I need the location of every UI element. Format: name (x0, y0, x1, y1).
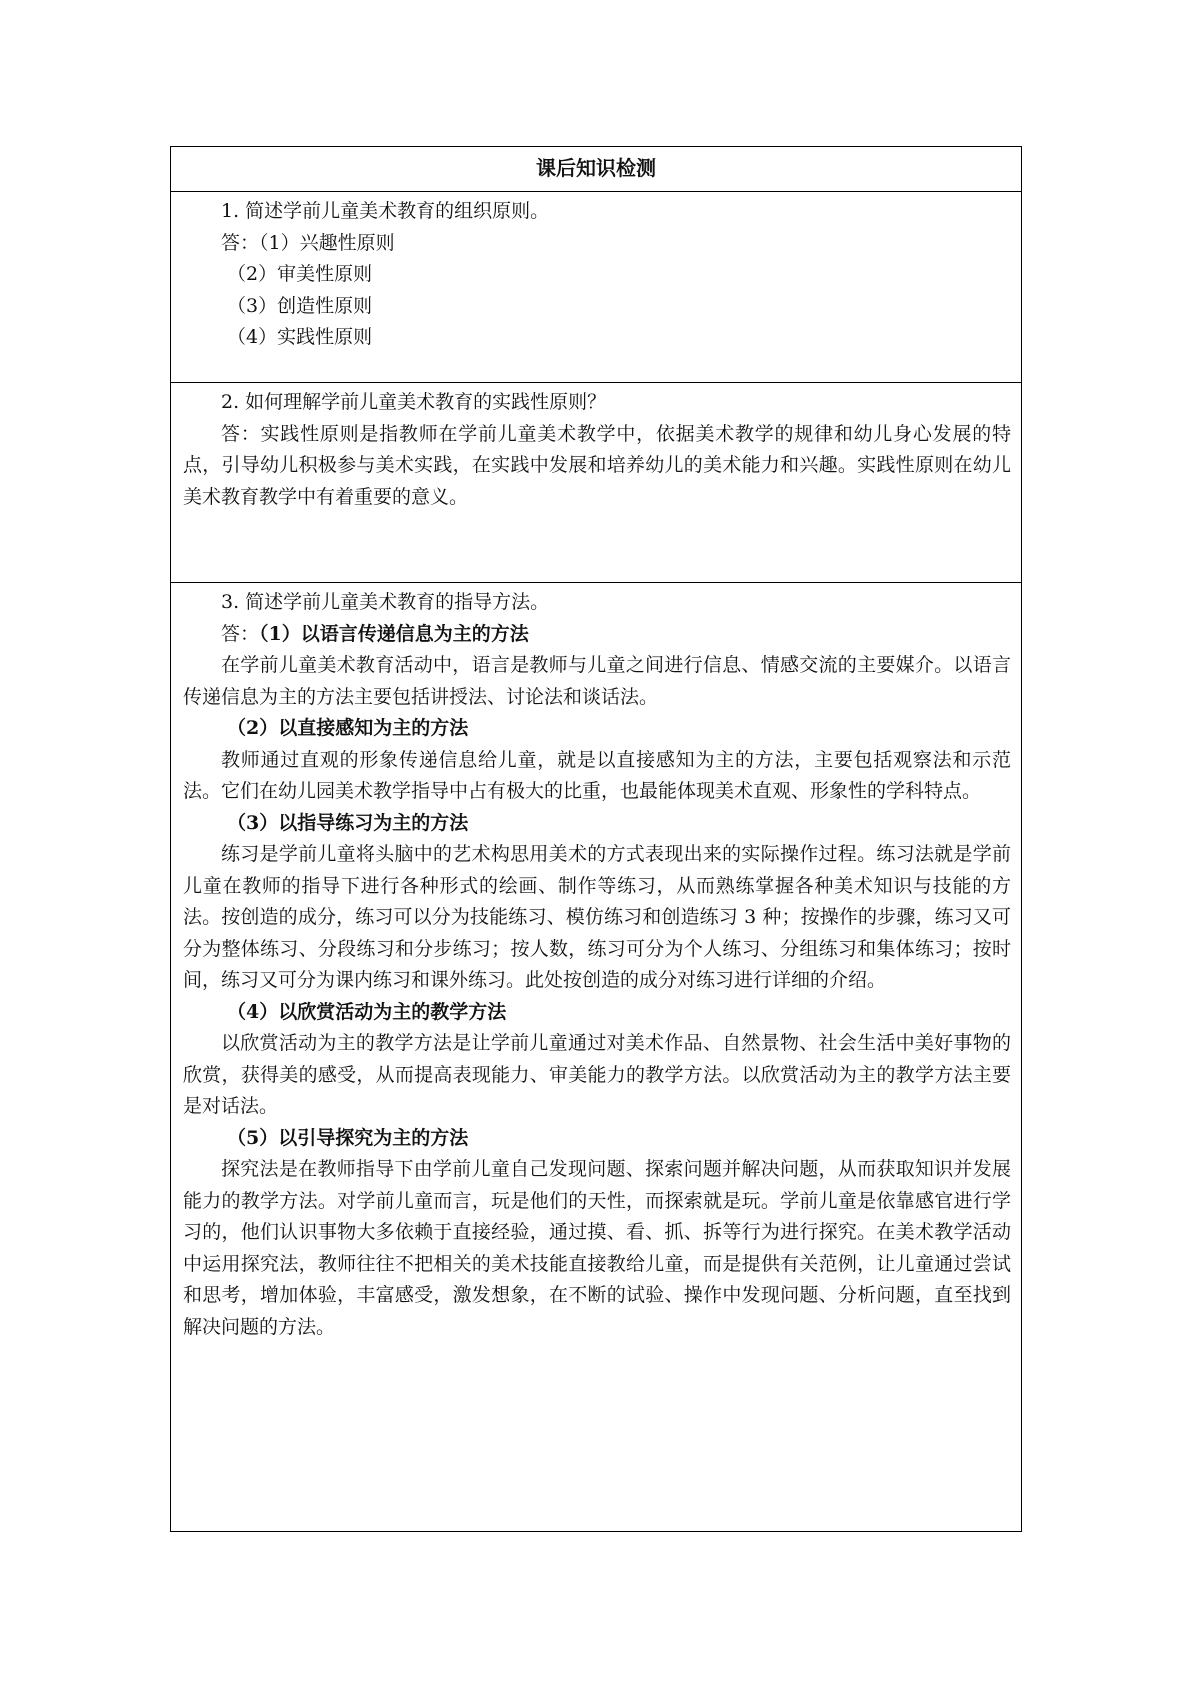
question-3-text: 3. 简述学前儿童美术教育的指导方法。 (221, 591, 550, 613)
table-title: 课后知识检测 (536, 156, 656, 180)
section-heading: （4）以欣赏活动为主的教学方法 (227, 1000, 507, 1023)
section-body: 在学前儿童美术教育活动中，语言是教师与儿童之间进行信息、情感交流的主要媒介。以语言传递信息为主的方法主要包括讲授法、讨论法和谈话法。 (183, 654, 1011, 708)
answer-item: （3）创造性原则 (227, 294, 373, 317)
question-1-answer-line (183, 228, 1011, 260)
section-1-heading-line (183, 619, 1011, 651)
section-body: 探究法是在教师指导下由学前儿童自己发现问题、探索问题并解决问题，从而获取知识并发展能力的教学方法。对学前儿童而言，玩是他们的天性，而探索就是玩。学前儿童是依靠感官进行学习的，他们认识事物大多依赖于直接经验，通过摸、看、抓、拆等行为进行探究。在美术教学活动中运用探究法，教师往往不把相关的美术技能直接教给儿童，而是提供有关范例，让儿童通过尝试和思考，增加体验，丰富感受，激发想象，在不断的试验、操作中发现问题、分析问题，直至找到解决问题的方法。 (183, 1158, 1011, 1338)
knowledge-check-table (170, 146, 1022, 1532)
answer-item: （1）兴趣性原则 (259, 231, 395, 254)
question-3-cell (171, 582, 1021, 1531)
question-2-text: 2. 如何理解学前儿童美术教育的实践性原则？ (221, 391, 607, 413)
question-1-text: 1. 简述学前儿童美术教育的组织原则。 (221, 200, 550, 222)
question-2-answer: 答：实践性原则是指教师在学前儿童美术教学中，依据美术教学的规律和幼儿身心发展的特点，引导幼儿积极参与美术实践，在实践中发展和培养幼儿的美术能力和兴趣。实践性原则在幼儿美术教育教学中有着重要的意义。 (183, 422, 1011, 508)
section-heading: （5）以引导探究为主的方法 (227, 1126, 469, 1149)
section-body: 以欣赏活动为主的教学方法是让学前儿童通过对美术作品、自然景物、社会生活中美好事物的欣赏，获得美的感受，从而提高表现能力、审美能力的教学方法。以欣赏活动为主的教学方法主要是对话法。 (183, 1032, 1011, 1117)
answer-prefix: 答： (221, 622, 260, 645)
answer-item: （4）实践性原则 (227, 326, 373, 348)
section-heading: （1）以语言传递信息为主的方法 (259, 622, 529, 645)
question-1-cell (171, 191, 1021, 382)
answer-prefix: 答： (221, 231, 260, 254)
question-2-cell (171, 382, 1021, 582)
section-body: 练习是学前儿童将头脑中的艺术构思用美术的方式表现出来的实际操作过程。练习法就是学前儿童在教师的指导下进行各种形式的绘画、制作等练习，从而熟练掌握各种美术知识与技能的方法。按创造的成分，练习可以分为技能练习、模仿练习和创造练习 3 种；按操作的步骤，练习又可分为整体练习、分段练习和分步练习；按人数，练习可分为个人练习、分组练习和集体练习；按时间，练习又可分为课内练习和课外练习。此处按创造的成分对练习进行详细的介绍。 (183, 843, 1011, 991)
section-heading: （2）以直接感知为主的方法 (227, 717, 469, 739)
section-body: 教师通过直观的形象传递信息给儿童，就是以直接感知为主的方法，主要包括观察法和示范法。它们在幼儿园美术教学指导中占有极大的比重，也最能体现美术直观、形象性的学科特点。 (183, 748, 1011, 802)
answer-item: （2）审美性原则 (227, 263, 373, 285)
section-heading: （3）以指导练习为主的方法 (227, 811, 469, 834)
